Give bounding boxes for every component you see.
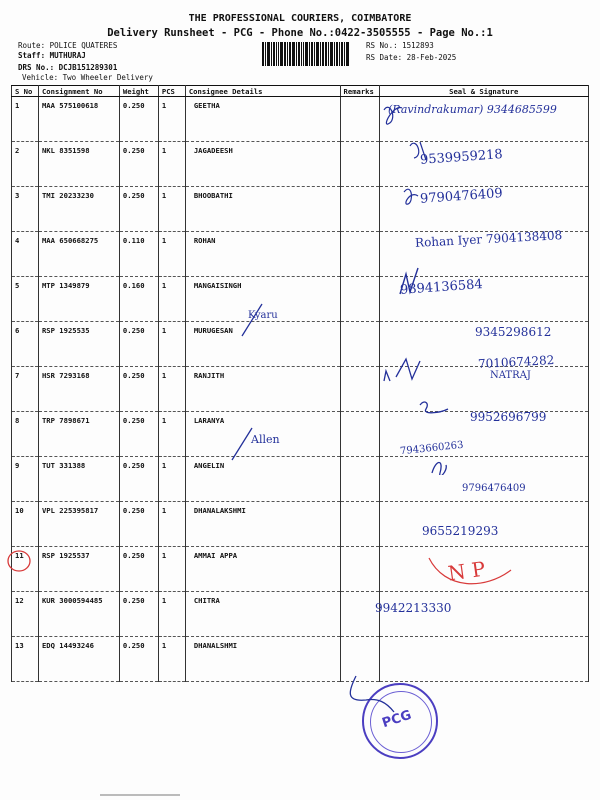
- row-consignment-no: NKL 8351598: [38, 142, 119, 187]
- row-remarks: [340, 322, 379, 367]
- row-sno: 4: [12, 232, 39, 277]
- row-remarks: [340, 142, 379, 187]
- row-consignment-no: EDQ 14493246: [38, 637, 119, 682]
- row-pcs: 1: [158, 142, 185, 187]
- vehicle-line: Vehicle: Two Wheeler Delivery: [22, 73, 153, 82]
- row-pcs: 1: [158, 457, 185, 502]
- row-pcs: 1: [158, 187, 185, 232]
- row-sno: 13: [12, 637, 39, 682]
- row-pcs: 1: [158, 232, 185, 277]
- signature-scribbles: [380, 98, 560, 308]
- signature-row-4: Rohan Iyer 7904138408: [414, 228, 563, 250]
- signature-row-11: 9655219293: [422, 524, 499, 538]
- row-remarks: [340, 367, 379, 412]
- row-sno: 1: [12, 97, 39, 142]
- row-signature: [379, 637, 588, 682]
- signature-row-8: 9952696799: [470, 410, 547, 424]
- row-sno: 3: [12, 187, 39, 232]
- row-pcs: 1: [158, 412, 185, 457]
- row-consignee: RANJITH: [185, 367, 340, 412]
- row-remarks: [340, 277, 379, 322]
- row-consignee: GEETHA: [185, 97, 340, 142]
- remark-slash-9: [228, 424, 258, 464]
- row-pcs: 1: [158, 502, 185, 547]
- table-row: [12, 637, 589, 682]
- signature-row-7-name: NATRAJ: [490, 370, 531, 381]
- row-weight: 0.250: [119, 412, 158, 457]
- signature-row-2: 9539959218: [419, 147, 504, 168]
- row-consignment-no: TRP 7898671: [38, 412, 119, 457]
- col-consignee: Consignee Details: [185, 86, 340, 97]
- row-weight: 0.250: [119, 322, 158, 367]
- col-pcs: PCS: [158, 86, 185, 97]
- signature-row-13: 9942213330: [375, 601, 452, 615]
- rs-date: RS Date: 28-Feb-2025: [366, 53, 457, 62]
- row-weight: 0.110: [119, 232, 158, 277]
- signature-row-6: 9345298612: [475, 325, 552, 339]
- row-weight: 0.250: [119, 502, 158, 547]
- row-consignment-no: MAA 575100618: [38, 97, 119, 142]
- signature-row-3: 9790476409: [419, 186, 504, 207]
- row-remarks: [340, 412, 379, 457]
- row-sno: 8: [12, 412, 39, 457]
- row-weight: 0.250: [119, 637, 158, 682]
- row-sno: 7: [12, 367, 39, 412]
- np-curve-mark: [425, 550, 515, 590]
- row-weight: 0.250: [119, 142, 158, 187]
- row-sno: 12: [12, 592, 39, 637]
- stamp-text: PCG: [380, 707, 414, 732]
- signature-row-5: 9894136584: [399, 277, 484, 298]
- row-consignment-no: RSP 1925537: [38, 547, 119, 592]
- signature-row-9: 7943660263: [399, 439, 465, 458]
- signature-row-1: (Ravindrakumar) 9344685599: [388, 103, 557, 116]
- row-consignee: AMMAI APPA: [185, 547, 340, 592]
- row-consignee: DHANALAKSHMI: [185, 502, 340, 547]
- row-pcs: 1: [158, 637, 185, 682]
- table-row: [12, 457, 589, 502]
- row-consignee: ROHAN: [185, 232, 340, 277]
- remark-slash-6: [238, 300, 268, 340]
- row-pcs: 1: [158, 277, 185, 322]
- company-title: THE PROFESSIONAL COURIERS, COIMBATORE: [188, 13, 412, 24]
- row-consignee: MURUGESAN: [185, 322, 340, 367]
- col-signature: Seal & Signature: [379, 86, 588, 97]
- row-sno: 2: [12, 142, 39, 187]
- row-sno: 10: [12, 502, 39, 547]
- row-consignment-no: HSR 7293168: [38, 367, 119, 412]
- table-row: [12, 592, 589, 637]
- row-remarks: [340, 232, 379, 277]
- row-consignee: ANGELIN: [185, 457, 340, 502]
- row-pcs: 1: [158, 97, 185, 142]
- row-consignment-no: VPL 225395817: [38, 502, 119, 547]
- row-remarks: [340, 97, 379, 142]
- row-weight: 0.250: [119, 97, 158, 142]
- col-sno: S No: [12, 86, 39, 97]
- barcode-image: [262, 42, 360, 66]
- row-pcs: 1: [158, 592, 185, 637]
- row-pcs: 1: [158, 367, 185, 412]
- table-row: [12, 502, 589, 547]
- row-consignment-no: RSP 1925535: [38, 322, 119, 367]
- row-consignment-no: MTP 1349879: [38, 277, 119, 322]
- signature-row-7: 7010674282: [477, 353, 555, 371]
- row-weight: 0.250: [119, 367, 158, 412]
- row-weight: 0.250: [119, 187, 158, 232]
- row-consignee: DHANALSHMI: [185, 637, 340, 682]
- row-consignee: BHOOBATHI: [185, 187, 340, 232]
- row-consignee: MANGAISINGH: [185, 277, 340, 322]
- row-sno: 5: [12, 277, 39, 322]
- staff-line: Staff: MUTHURAJ: [18, 51, 86, 60]
- row-remarks: [340, 187, 379, 232]
- row-remarks: [340, 502, 379, 547]
- drs-line: DRS No.: DCJB151289301: [18, 63, 118, 72]
- rs-number: RS No.: 1512893: [366, 41, 434, 50]
- stamp-signature-stroke: [342, 672, 402, 732]
- remark-row-6: Kyaru: [248, 310, 278, 321]
- row-sno: 11: [12, 547, 39, 592]
- row-weight: 0.160: [119, 277, 158, 322]
- row-pcs: 1: [158, 322, 185, 367]
- runsheet-subtitle: Delivery Runsheet - PCG - Phone No.:0422-3505555 - Page No.:1: [107, 27, 493, 39]
- col-consignment: Consignment No: [38, 86, 119, 97]
- not-present-mark: N P: [446, 556, 487, 586]
- table-header-row: [12, 86, 589, 97]
- row-weight: 0.250: [119, 457, 158, 502]
- row-weight: 0.250: [119, 592, 158, 637]
- red-circle-mark: [6, 548, 34, 574]
- row-remarks: [340, 457, 379, 502]
- row-consignee: JAGADEESH: [185, 142, 340, 187]
- row-consignee: LARANYA: [185, 412, 340, 457]
- signature-row-10: 9796476409: [462, 483, 526, 494]
- row-remarks: [340, 592, 379, 637]
- row-remarks: [340, 547, 379, 592]
- row-sno: 6: [12, 322, 39, 367]
- col-weight: Weight: [119, 86, 158, 97]
- row-pcs: 1: [158, 547, 185, 592]
- route-line: Route: POLICE QUATERES: [18, 41, 118, 50]
- row-consignment-no: MAA 650668275: [38, 232, 119, 277]
- row-sno: 9: [12, 457, 39, 502]
- row-consignee: CHITRA: [185, 592, 340, 637]
- row-consignment-no: TMI 20233230: [38, 187, 119, 232]
- bottom-smudge: [100, 794, 180, 796]
- row-weight: 0.250: [119, 547, 158, 592]
- row-consignment-no: KUR 3000594485: [38, 592, 119, 637]
- col-remarks: Remarks: [340, 86, 379, 97]
- signature-scribbles-2: [380, 355, 500, 475]
- remark-row-9: Allen: [251, 433, 280, 446]
- row-consignment-no: TUT 331388: [38, 457, 119, 502]
